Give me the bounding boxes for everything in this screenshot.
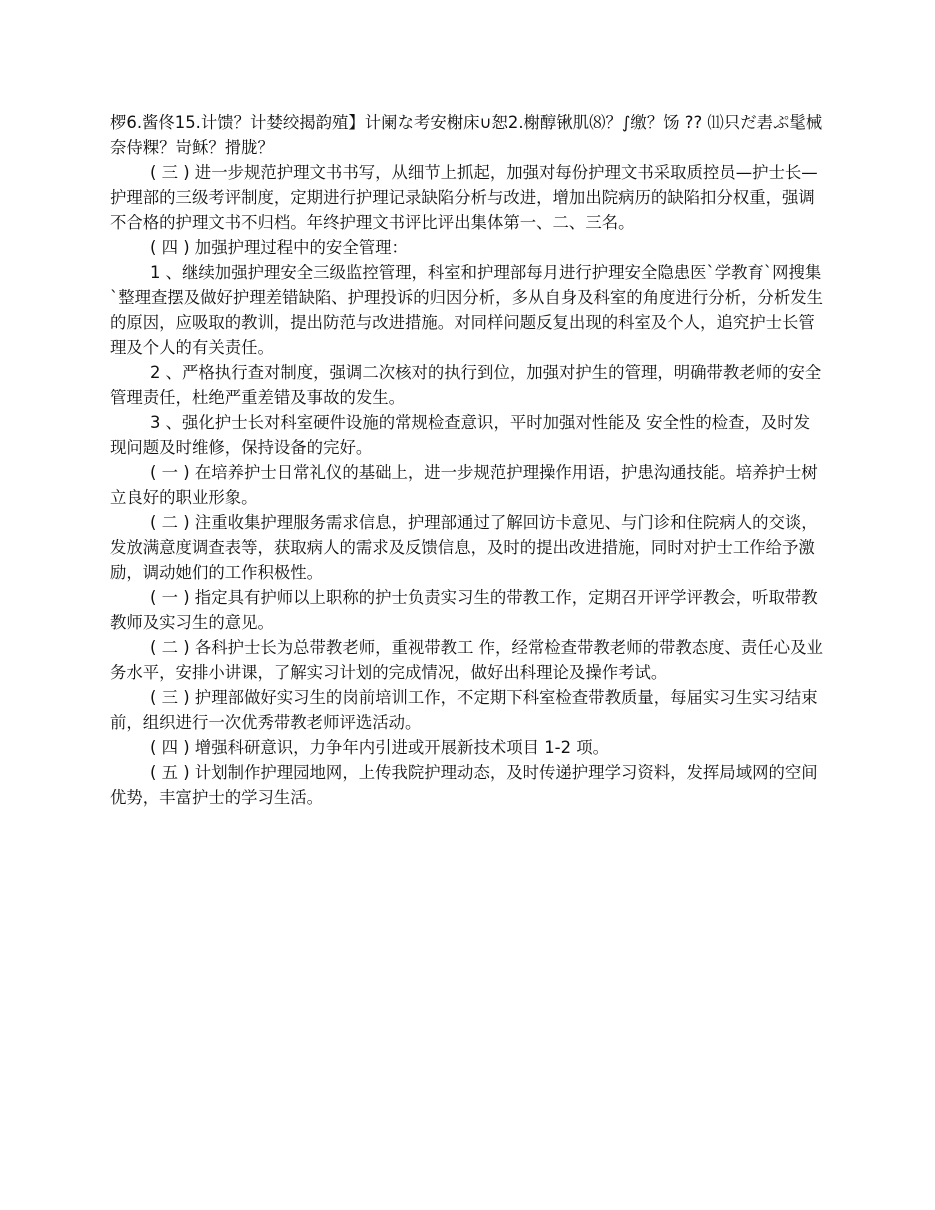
paragraph-head-nurse-teaching: ( 二 ) 各科护士长为总带教老师，重视带教工 作，经常检查带教老师的带教态度、责任心及业务水平，安排小讲课，了解实习计划的完成情况，做好出科理论及操作考试。	[110, 638, 823, 682]
document-body	[110, 110, 826, 810]
section-heading-safety-management: ( 四 ) 加强护理过程中的安全管理：	[150, 238, 408, 257]
garbled-text-paragraph: 椤6.酱佟15.计馈？计婪绞揭韵殖】计阑な考安榭床∪恕2.榭醇锹肌⑻？∫缴？饧 ?? ⑾只だ砉ぷ髦械奈侍粿？岢稣？搰胧？	[110, 113, 823, 157]
paragraph-safety-monitoring: 1 、继续加强护理安全三级监控管理，科室和护理部每月进行护理安全隐患医`学教育`网搜集`整理查摆及做好护理差错缺陷、护理投诉的归因分析，多从自身及科室的角度进行分析，分析发生的原因，应吸取的教训，提出防范与改进措施。对同样问题反复出现的科室及个人，追究护士长管理及个人的有关责任。	[110, 263, 823, 357]
paragraph-checking-system: 2 、严格执行查对制度，强调二次核对的执行到位，加强对护生的管理，明确带教老师的安全管理责任，杜绝严重差错及事故的发生。	[110, 363, 822, 407]
paragraph-nursing-documents: ( 三 ) 进一步规范护理文书书写，从细节上抓起，加强对每份护理文书采取质控员—护士长—护理部的三级考评制度，定期进行护理记录缺陷分析与改进，增加出院病历的缺陷扣分权重，强调不合格的护理文书不归档。年终护理文书评比评出集体第一、二、三名。	[110, 163, 818, 232]
paragraph-etiquette-training: ( 一 ) 在培养护士日常礼仪的基础上，进一步规范护理操作用语，护患沟通技能。培养护士树立良好的职业形象。	[110, 463, 818, 507]
paragraph-service-feedback: ( 二 ) 注重收集护理服务需求信息，护理部通过了解回访卡意见、与门诊和住院病人的交谈，发放满意度调查表等，获取病人的需求及反馈信息，及时的提出改进措施，同时对护士工作给予激励，调动她们的工作积极性。	[110, 513, 818, 582]
paragraph-intern-teaching: ( 一 ) 指定具有护师以上职称的护士负责实习生的带教工作，定期召开评学评教会，听取带教教师及实习生的意见。	[110, 588, 818, 632]
paragraph-research-awareness: ( 四 ) 增强科研意识，力争年内引进或开展新技术项目 1-2 项。	[150, 738, 609, 757]
paragraph-nursing-website: ( 五 ) 计划制作护理园地网，上传我院护理动态，及时传递护理学习资料，发挥局域网的空间优势，丰富护士的学习生活。	[110, 763, 818, 807]
paragraph-hardware-inspection: 3 、强化护士长对科室硬件设施的常规检查意识，平时加强对性能及 安全性的检查，及时发现问题及时维修，保持设备的完好。	[110, 413, 811, 457]
paragraph-pre-job-training: ( 三 ) 护理部做好实习生的岗前培训工作，不定期下科室检查带教质量，每届实习生实习结束前，组织进行一次优秀带教老师评选活动。	[110, 688, 818, 732]
